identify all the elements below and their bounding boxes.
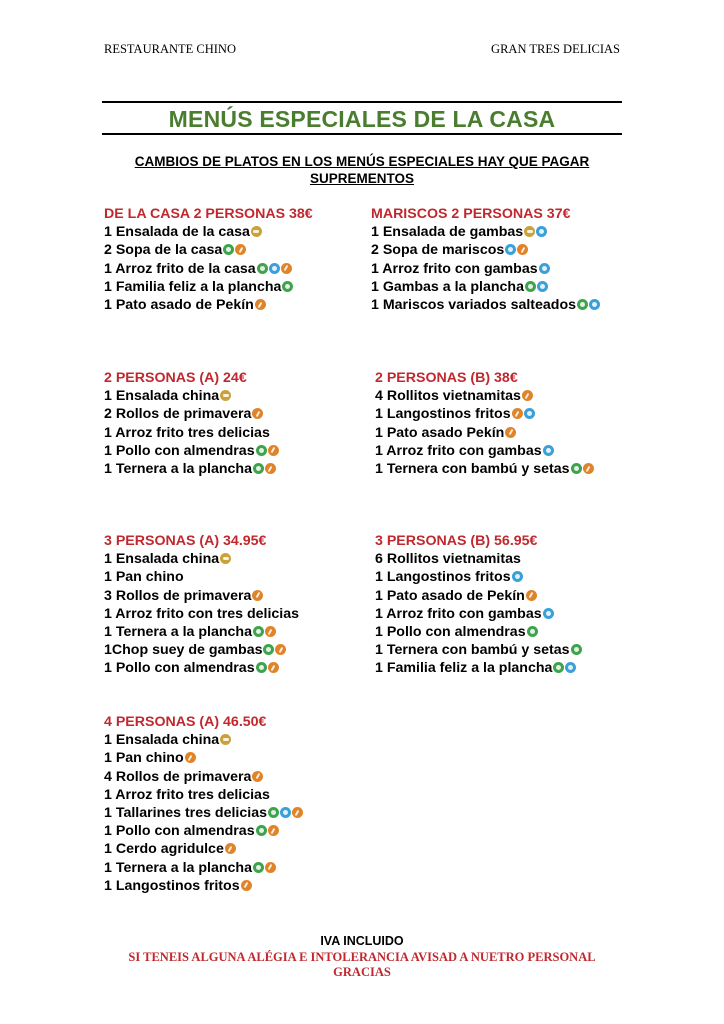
menu-item	[375, 550, 582, 568]
menu-item-label: 1 Pollo con almendras	[104, 660, 255, 677]
menu-item	[104, 768, 303, 786]
menu-item-label: 1Chop suey de gambas	[104, 642, 263, 659]
menu-item	[104, 749, 303, 767]
blue-allergen-icon	[512, 571, 523, 582]
blue-allergen-icon	[536, 226, 547, 237]
orange-allergen-icon	[505, 427, 516, 438]
orange-allergen-icon	[512, 408, 523, 419]
title-rule-top	[102, 101, 622, 103]
green-allergen-icon	[253, 463, 264, 474]
olive-allergen-icon	[220, 390, 231, 401]
green-allergen-icon	[223, 244, 234, 255]
orange-allergen-icon	[241, 880, 252, 891]
blue-allergen-icon	[505, 244, 516, 255]
green-allergen-icon	[553, 662, 564, 673]
menu-item	[104, 296, 313, 314]
menu-casa-2-personas	[104, 205, 313, 314]
orange-allergen-icon	[252, 590, 263, 601]
menu-title: 3 PERSONAS (A) 34.95€	[104, 533, 267, 549]
menu-item-label: 1 Cerdo agridulce	[104, 841, 224, 858]
menu-item-label: 1 Langostinos fritos	[375, 406, 511, 423]
blue-allergen-icon	[524, 408, 535, 419]
menu-item-label: 1 Langostinos fritos	[104, 877, 240, 894]
menu-item	[104, 822, 303, 840]
menu-item-label: 1 Ternera a la plancha	[104, 859, 252, 876]
menu-3-personas-a	[104, 532, 299, 678]
menu-item	[375, 405, 594, 423]
menu-4-personas-a	[104, 713, 303, 895]
menu-item-label: 1 Arroz frito con tres delicias	[104, 605, 300, 622]
menu-item-label: 1 Arroz frito tres delicias	[104, 424, 270, 441]
orange-allergen-icon	[522, 390, 533, 401]
menu-item-label: 6 Rollitos vietnamitas	[375, 551, 521, 568]
menu-item	[104, 550, 299, 568]
menu-item	[104, 568, 299, 586]
orange-allergen-icon	[517, 244, 528, 255]
header-restaurant-type: RESTAURANTE CHINO	[104, 42, 236, 56]
menu-item	[104, 405, 279, 423]
menu-item-label: 1 Pan chino	[104, 750, 184, 767]
menu-item	[371, 278, 600, 296]
menu-title: 2 PERSONAS (B) 38€	[375, 370, 518, 386]
menu-3-personas-b	[375, 532, 582, 678]
menu-item	[104, 442, 279, 460]
menu-item	[104, 587, 299, 605]
menu-item-label: 1 Pollo con almendras	[375, 624, 526, 641]
blue-allergen-icon	[543, 445, 554, 456]
orange-allergen-icon	[292, 807, 303, 818]
blue-allergen-icon	[269, 263, 280, 274]
menu-item-label: 1 Pan chino	[104, 569, 184, 586]
menu-item	[371, 241, 600, 259]
olive-allergen-icon	[524, 226, 535, 237]
menu-item-label: 1 Pato asado de Pekín	[104, 297, 254, 314]
orange-allergen-icon	[275, 644, 286, 655]
menu-item-label: 1 Pollo con almendras	[104, 823, 255, 840]
menu-item-label: 2 Sopa de mariscos	[371, 242, 505, 259]
menu-item-label: 1 Ternera a la plancha	[104, 461, 252, 478]
menu-item	[104, 786, 303, 804]
menu-item	[104, 623, 299, 641]
green-allergen-icon	[253, 626, 264, 637]
menu-item	[371, 223, 600, 241]
menu-item	[375, 605, 582, 623]
orange-allergen-icon	[252, 771, 263, 782]
menu-item-label: 2 Rollos de primavera	[104, 406, 252, 423]
orange-allergen-icon	[268, 445, 279, 456]
menu-item	[104, 859, 303, 877]
menu-item	[375, 442, 594, 460]
green-allergen-icon	[257, 263, 268, 274]
header-restaurant-name: GRAN TRES DELICIAS	[491, 42, 620, 56]
menu-item	[375, 568, 582, 586]
menu-item-label: 2 Sopa de la casa	[104, 242, 223, 259]
menu-item	[375, 623, 582, 641]
orange-allergen-icon	[526, 590, 537, 601]
menu-item-label: 3 Rollos de primavera	[104, 587, 252, 604]
menu-item	[104, 424, 279, 442]
green-allergen-icon	[525, 281, 536, 292]
menu-item	[375, 659, 582, 677]
orange-allergen-icon	[268, 825, 279, 836]
green-allergen-icon	[527, 626, 538, 637]
menu-title: 4 PERSONAS (A) 46.50€	[104, 714, 267, 730]
menu-item-label: 1 Tallarines tres delicias	[104, 805, 267, 822]
menu-item-label: 1 Ensalada china	[104, 388, 220, 405]
menu-item	[375, 460, 594, 478]
menu-item	[104, 731, 303, 749]
menu-item	[104, 260, 313, 278]
allergy-text: SI TENEIS ALGUNA ALÉGIA E INTOLERANCIA AVISAD A NUETRO PERSONAL	[128, 950, 596, 964]
menu-item	[375, 424, 594, 442]
menu-item-label: 1 Langostinos fritos	[375, 569, 511, 586]
menu-title: MARISCOS 2 PERSONAS 37€	[371, 206, 571, 222]
blue-allergen-icon	[589, 299, 600, 310]
menu-item	[104, 387, 279, 405]
menu-item-label: 1 Ensalada de gambas	[371, 224, 524, 241]
menu-item-label: 1 Familia feliz a la plancha	[104, 278, 282, 295]
menu-mariscos-2-personas	[371, 205, 600, 314]
orange-allergen-icon	[255, 299, 266, 310]
menu-2-personas-a	[104, 369, 279, 478]
menu-title: DE LA CASA 2 PERSONAS 38€	[104, 206, 313, 222]
menu-item-label: 1 Familia feliz a la plancha	[375, 660, 553, 677]
green-allergen-icon	[256, 445, 267, 456]
page-title: MENÚS ESPECIALES DE LA CASA	[168, 106, 556, 132]
menu-item	[371, 260, 600, 278]
menu-item-label: 1 Arroz frito con gambas	[375, 442, 542, 459]
menu-item-label: 1 Ternera con bambú y setas	[375, 461, 570, 478]
menu-title: 2 PERSONAS (A) 24€	[104, 370, 247, 386]
menu-item	[104, 659, 299, 677]
menu-item	[104, 641, 299, 659]
title-rule-bottom	[102, 133, 622, 135]
menu-item-label: 1 Ensalada china	[104, 732, 220, 749]
green-allergen-icon	[571, 463, 582, 474]
menu-item	[375, 641, 582, 659]
olive-allergen-icon	[220, 553, 231, 564]
orange-allergen-icon	[235, 244, 246, 255]
menu-item	[104, 241, 313, 259]
menu-item-label: 4 Rollos de primavera	[104, 768, 252, 785]
green-allergen-icon	[256, 825, 267, 836]
menu-item-label: 1 Arroz frito de la casa	[104, 260, 256, 277]
menu-item-label: 1 Arroz frito con gambas	[371, 260, 538, 277]
iva-note: IVA INCLUIDO	[320, 934, 404, 948]
menu-item	[104, 605, 299, 623]
blue-allergen-icon	[537, 281, 548, 292]
menu-item	[104, 877, 303, 895]
orange-allergen-icon	[265, 463, 276, 474]
olive-allergen-icon	[251, 226, 262, 237]
green-allergen-icon	[577, 299, 588, 310]
orange-allergen-icon	[185, 752, 196, 763]
olive-allergen-icon	[220, 734, 231, 745]
orange-allergen-icon	[265, 626, 276, 637]
thanks-text: GRACIAS	[333, 965, 391, 979]
blue-allergen-icon	[539, 263, 550, 274]
orange-allergen-icon	[583, 463, 594, 474]
orange-allergen-icon	[268, 662, 279, 673]
menu-item	[104, 278, 313, 296]
menu-item	[104, 804, 303, 822]
green-allergen-icon	[571, 644, 582, 655]
menu-item-label: 1 Arroz frito tres delicias	[104, 786, 270, 803]
surcharge-notice: CAMBIOS DE PLATOS EN LOS MENÚS ESPECIALES HAY QUE PAGAR SUPREMENTOS	[134, 154, 590, 186]
green-allergen-icon	[256, 662, 267, 673]
menu-item-label: 1 Ternera a la plancha	[104, 624, 252, 641]
orange-allergen-icon	[281, 263, 292, 274]
menu-item	[375, 587, 582, 605]
menu-item-label: 1 Pollo con almendras	[104, 442, 255, 459]
menu-item	[375, 387, 594, 405]
menu-item-label: 4 Rollitos vietnamitas	[375, 388, 521, 405]
menu-item	[104, 460, 279, 478]
menu-item-label: 1 Pato asado de Pekín	[375, 587, 525, 604]
green-allergen-icon	[263, 644, 274, 655]
menu-item-label: 1 Mariscos variados salteados	[371, 297, 577, 314]
menu-item-label: 1 Ensalada de la casa	[104, 224, 250, 241]
menu-item	[371, 296, 600, 314]
green-allergen-icon	[268, 807, 279, 818]
menu-item	[104, 840, 303, 858]
green-allergen-icon	[282, 281, 293, 292]
orange-allergen-icon	[252, 408, 263, 419]
menu-item-label: 1 Arroz frito con gambas	[375, 605, 542, 622]
green-allergen-icon	[253, 862, 264, 873]
menu-item-label: 1 Ternera con bambú y setas	[375, 642, 570, 659]
blue-allergen-icon	[280, 807, 291, 818]
menu-item-label: 1 Pato asado Pekín	[375, 424, 505, 441]
allergy-notice	[102, 950, 622, 980]
menu-item-label: 1 Ensalada china	[104, 551, 220, 568]
menu-title: 3 PERSONAS (B) 56.95€	[375, 533, 538, 549]
blue-allergen-icon	[543, 608, 554, 619]
orange-allergen-icon	[225, 843, 236, 854]
menu-item	[104, 223, 313, 241]
menu-item-label: 1 Gambas a la plancha	[371, 278, 524, 295]
orange-allergen-icon	[265, 862, 276, 873]
blue-allergen-icon	[565, 662, 576, 673]
menu-2-personas-b	[375, 369, 594, 478]
